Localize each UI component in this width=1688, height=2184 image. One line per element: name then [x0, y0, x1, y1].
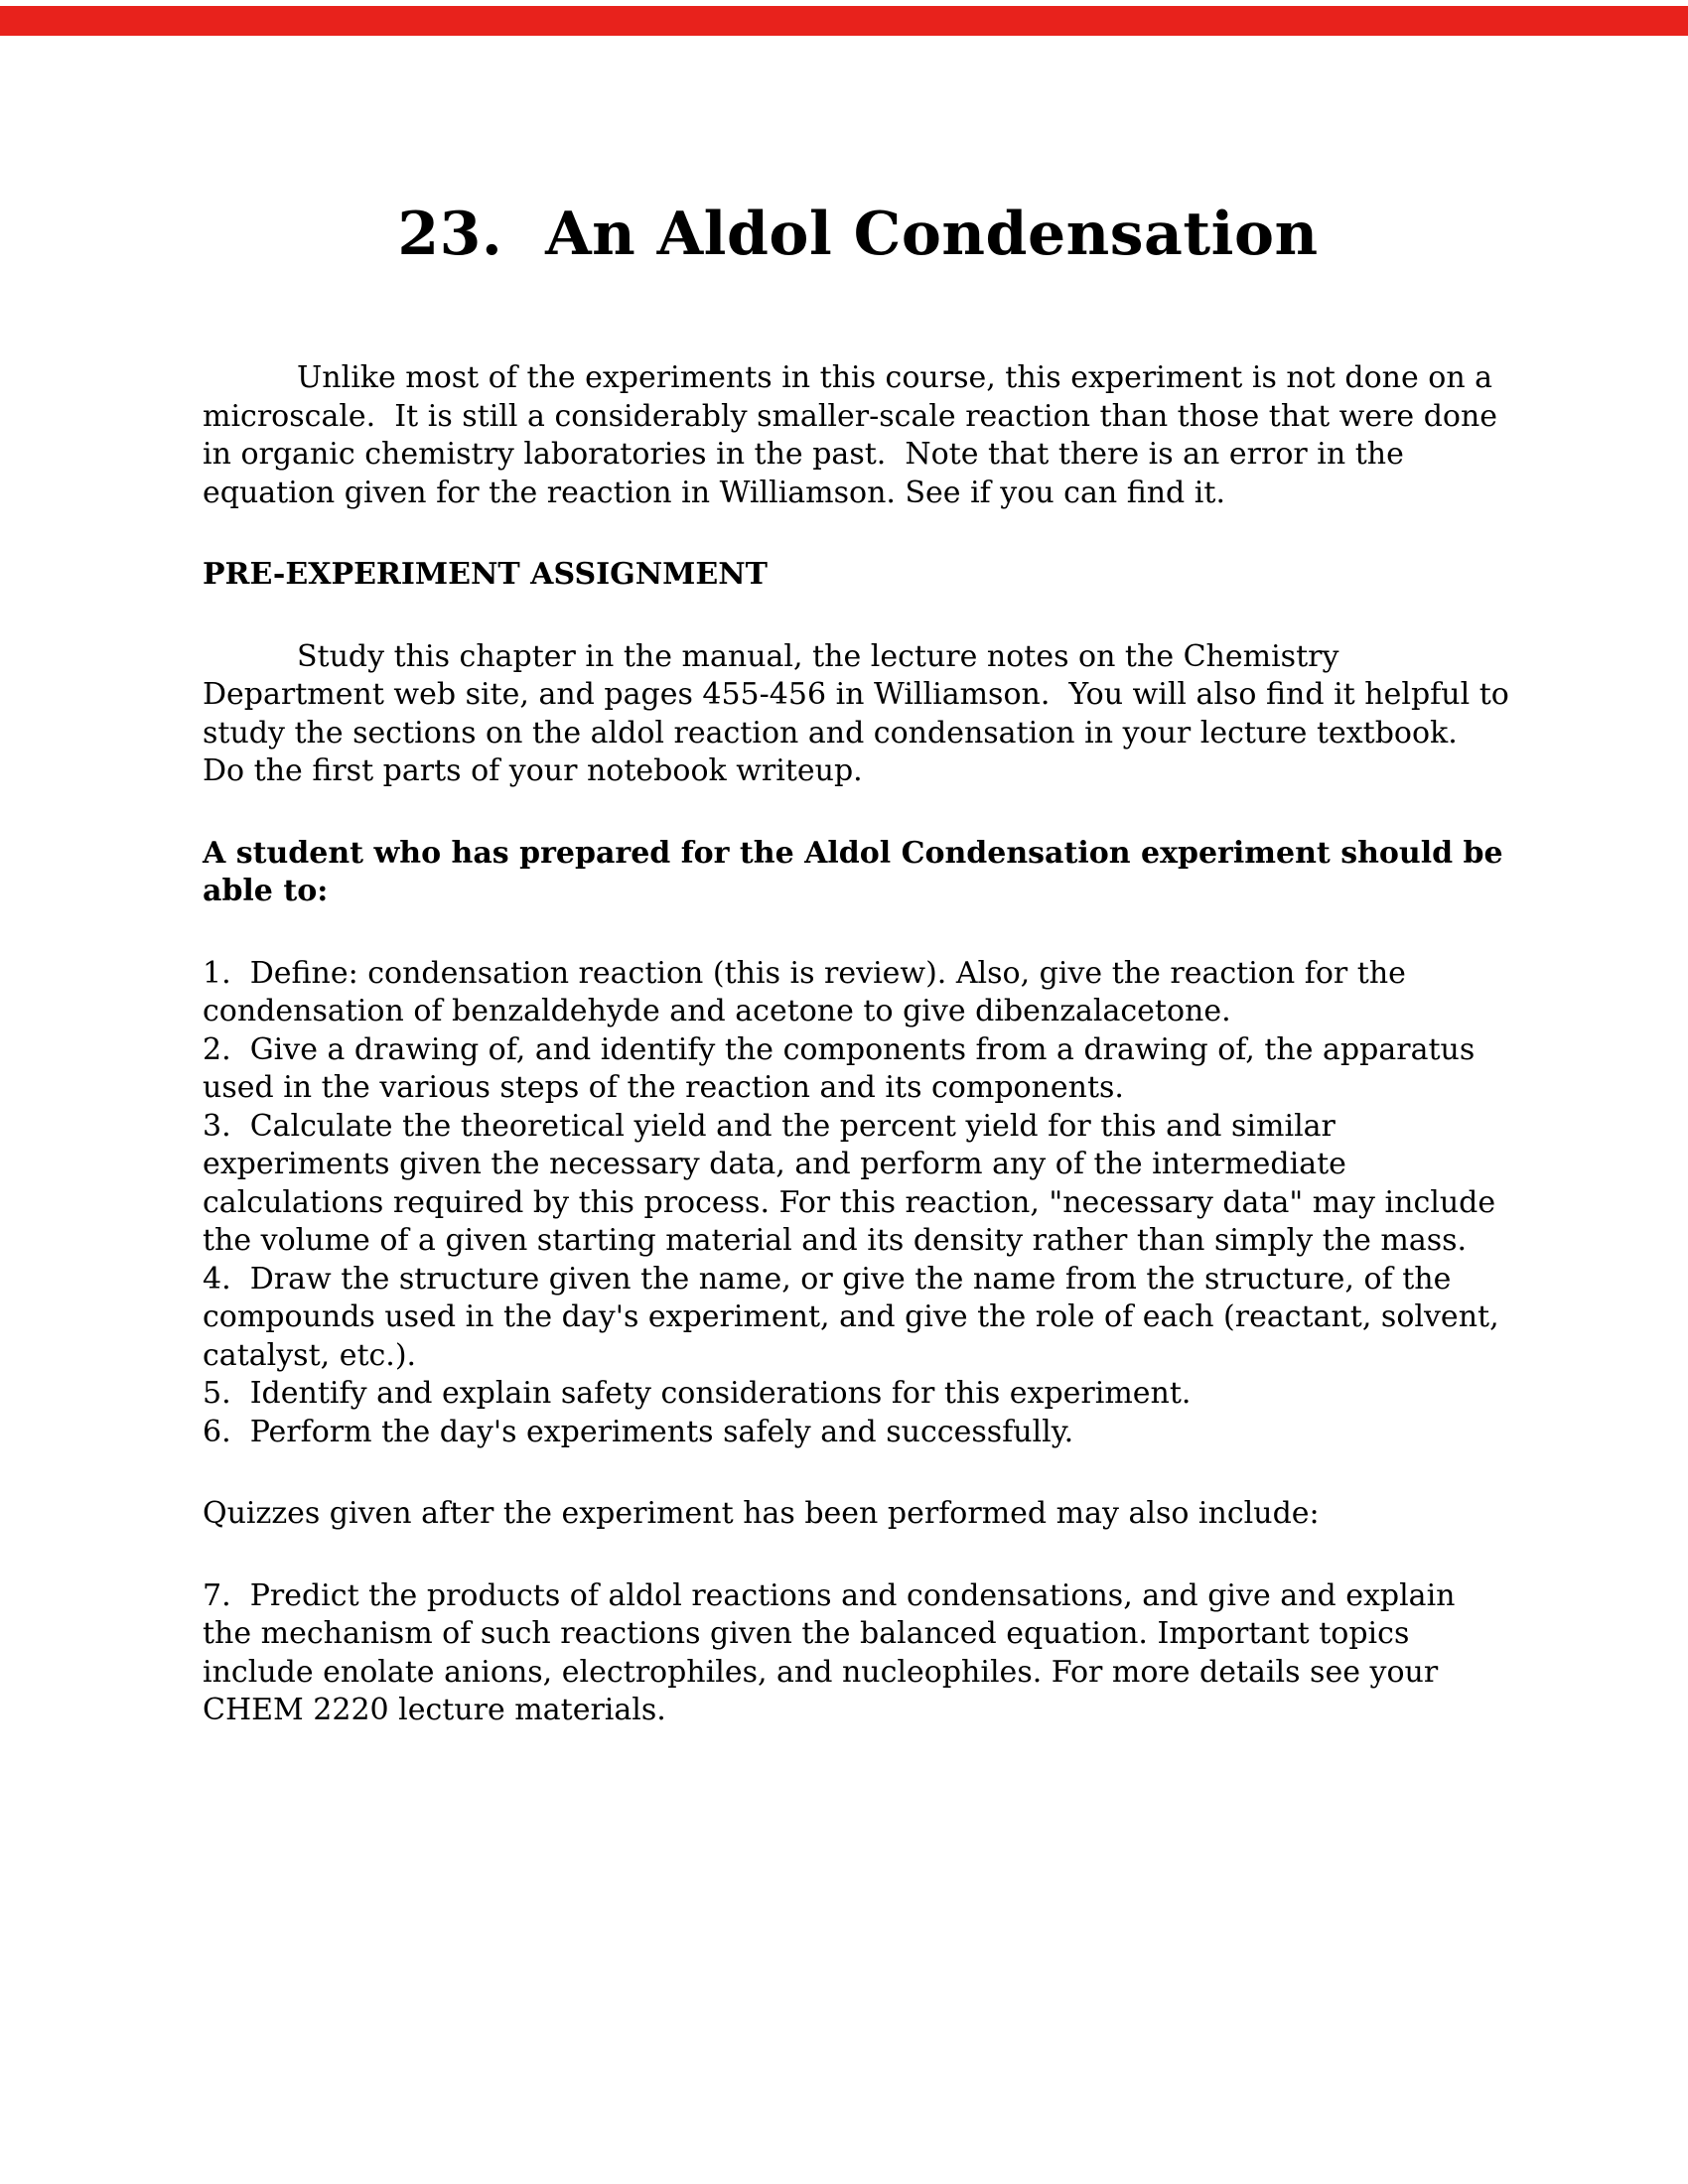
objective-item-3: 3. Calculate the theoretical yield and the percent yield for this and similar experiments given the necessary data, and perform any of the intermediate calculations required by this process. For this reaction, "necessary data" may include the volume of a given starting material and its density rather than simply the mass. [203, 1108, 1496, 1258]
objective-item-5: 5. Identify and explain safety considerations for this experiment. [203, 1376, 1192, 1411]
study-paragraph: Study this chapter in the manual, the lecture notes on the Chemistry Department web site, and pages 455-456 in Williamson. You will also find it helpful to study the sections on the aldol reaction and condensation in your lecture textbook. Do the first parts of your notebook writeup. [203, 638, 1509, 788]
objectives-list [203, 955, 1513, 1452]
objective-item-6: 6. Perform the day's experiments safely and successfully. [203, 1414, 1074, 1449]
objective-item-4: 4. Draw the structure given the name, or give the name from the structure, of the compounds used in the day's experiment, and give the role of each (reactant, solvent, catalyst, etc.). [203, 1261, 1499, 1373]
quizzes-note: Quizzes given after the experiment has been performed may also include: [203, 1496, 1320, 1531]
objectives-heading: A student who has prepared for the Aldol Condensation experiment should be able to: [203, 835, 1503, 908]
objective-item-7: 7. Predict the products of aldol reactions and condensations, and give and explain the mechanism of such reactions given the balanced equation. Important topics include enolate anions, electrophiles, and nucleophiles. For more details see your CHEM 2220 lecture materials. [203, 1577, 1456, 1727]
pre-experiment-heading: PRE-EXPERIMENT ASSIGNMENT [203, 557, 769, 592]
page-title: 23. An Aldol Condensation [397, 200, 1319, 269]
objective-item-2: 2. Give a drawing of, and identify the components from a drawing of, the apparatus used in the various steps of the reaction and its components. [203, 1031, 1476, 1105]
intro-paragraph: Unlike most of the experiments in this course, this experiment is not done on a microscale. It is still a considerably smaller-scale reaction than those that were done in organic chemistry laboratories in the past. Note that there is an error in the equation given for the reaction in Williamson. See if you can find it. [203, 360, 1498, 510]
page-content [203, 199, 1513, 1730]
objective-item-1: 1. Define: condensation reaction (this is review). Also, give the reaction for the condensation of benzaldehyde and acetone to give dibenzalacetone. [203, 955, 1406, 1028]
red-top-bar [0, 6, 1688, 36]
